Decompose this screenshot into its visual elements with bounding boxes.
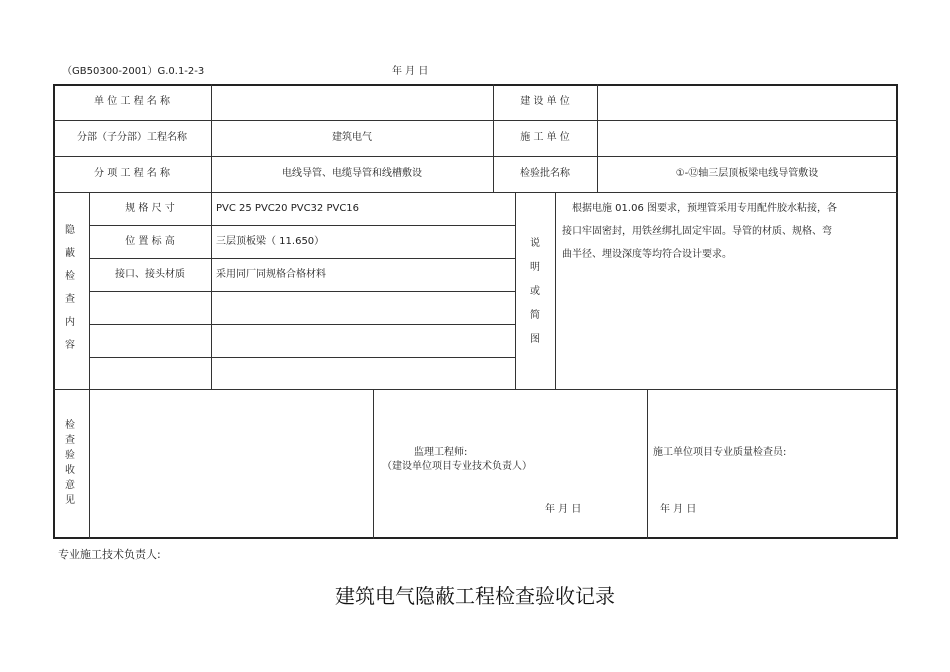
note-line: 根据电施 01.06 图要求，预埋管采用专用配件胶水粘接，各 bbox=[572, 203, 837, 214]
batch-label: 检验批名称 bbox=[520, 168, 570, 179]
spec-value[interactable]: PVC 25 PVC20 PVC32 PVC16 bbox=[216, 203, 360, 214]
position-label: 位 置 标 高 bbox=[125, 236, 175, 247]
inspector-date: 年 月 日 bbox=[660, 504, 697, 515]
opinion-side-label: 检 查 验 收 意 见 bbox=[65, 420, 75, 506]
joint-value[interactable]: 采用同厂同规格合格材料 bbox=[216, 269, 326, 280]
item-row-divider bbox=[89, 225, 515, 226]
col-divider bbox=[515, 192, 516, 389]
col-divider bbox=[555, 192, 556, 389]
note-line: 接口牢固密封，用铁丝绑扎固定牢固。导管的材质、规格、弯 bbox=[562, 226, 832, 237]
tech-lead-label: 专业施工技术负责人: bbox=[58, 548, 161, 561]
row-divider bbox=[53, 120, 898, 121]
col-divider bbox=[647, 389, 648, 539]
item-row-divider bbox=[89, 357, 515, 358]
col-divider bbox=[89, 389, 90, 539]
sub-project-label: 分部（子分部）工程名称 bbox=[77, 132, 187, 143]
supervisor-date: 年 月 日 bbox=[545, 504, 582, 515]
section-divider bbox=[53, 389, 898, 390]
row-divider bbox=[53, 192, 898, 193]
standard-code: （GB50300-2001）G.0.1-2-3 bbox=[62, 66, 205, 77]
item-row-divider bbox=[89, 291, 515, 292]
item-row-divider bbox=[89, 324, 515, 325]
constructor-label: 施 工 单 位 bbox=[520, 132, 570, 143]
unit-project-label: 单 位 工 程 名 称 bbox=[94, 96, 170, 107]
item-row-divider bbox=[89, 258, 515, 259]
batch-value[interactable]: ①-⑫轴三层顶板梁电线导管敷设 bbox=[675, 168, 819, 179]
document-title: 建筑电气隐蔽工程检查验收记录 bbox=[335, 584, 615, 608]
note-line: 曲半径、埋设深度等均符合设计要求。 bbox=[562, 249, 732, 260]
col-divider bbox=[373, 389, 374, 539]
hidden-content-side-label: 隐 蔽 检 查 内 容 bbox=[65, 225, 75, 351]
row-divider bbox=[53, 156, 898, 157]
header-date: 年 月 日 bbox=[392, 66, 429, 77]
item-value[interactable]: 电线导管、电缆导管和线槽敷设 bbox=[282, 168, 422, 179]
note-side-label: 说 明 或 简 图 bbox=[530, 238, 540, 345]
spec-label: 规 格 尺 寸 bbox=[125, 203, 175, 214]
joint-label: 接口、接头材质 bbox=[115, 269, 185, 280]
sub-project-value[interactable]: 建筑电气 bbox=[332, 132, 372, 143]
item-label: 分 项 工 程 名 称 bbox=[94, 168, 170, 179]
position-value[interactable]: 三层顶板梁（ 11.650） bbox=[216, 236, 325, 247]
supervisor-label: 监理工程师: bbox=[414, 447, 468, 458]
inspector-label: 施工单位项目专业质量检查员: bbox=[653, 447, 787, 458]
supervisor-note: （建设单位项目专业技术负责人） bbox=[382, 461, 532, 472]
builder-label: 建 设 单 位 bbox=[520, 96, 570, 107]
